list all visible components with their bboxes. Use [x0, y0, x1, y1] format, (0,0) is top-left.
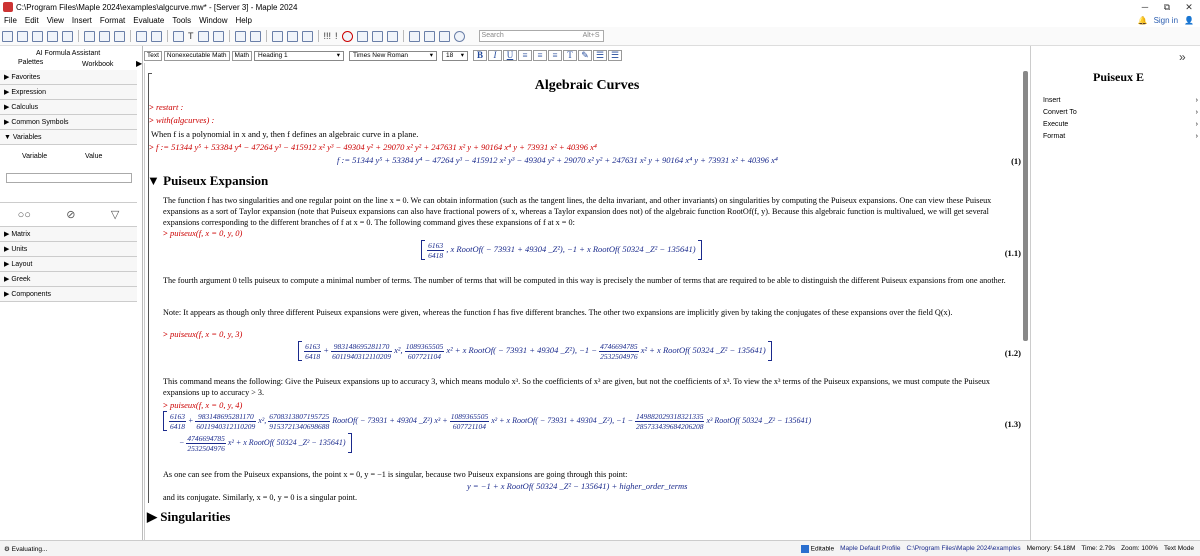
copy-icon[interactable] [99, 31, 110, 42]
brace-left [163, 411, 167, 431]
document-title: Algebraic Curves [534, 78, 640, 93]
undo-icon[interactable] [136, 31, 147, 42]
tab-ai-formula-assistant[interactable]: AI Formula Assistant [36, 50, 101, 57]
fraction: $\frac{4746694785}{2532504976}$ [600, 341, 638, 361]
paragraph-note: Note: It appears as though only three different Puiseux expansions were given, whereas the function f has five different branches. The other two expansions are implicitly given by taking the conjugates of these expansions over the field Q(x). [163, 308, 953, 317]
context-convert-to[interactable] [1043, 109, 1198, 116]
memory-label: Memory: 54.18M [1026, 545, 1076, 552]
tab-workbook[interactable]: Workbook [82, 61, 114, 68]
fraction: $\frac{1089365505}{607721104}$ [450, 411, 489, 431]
paste-icon[interactable] [114, 31, 125, 42]
output-text: x² + x RootOf( 50324 _Z² − 135641) [227, 437, 346, 447]
chevron-down-icon: ▾ [336, 51, 340, 59]
text-color-icon[interactable]: T [563, 50, 577, 61]
menu-evaluate[interactable]: Evaluate [133, 16, 165, 25]
brace-left [298, 341, 302, 361]
collapse-right-icon[interactable]: » [1179, 50, 1186, 64]
chevron-right-icon: › [1195, 97, 1198, 104]
window-title: C:\Program Files\Maple 2024\examples\algcurve.mw* - [Server 3] - Maple 2024 [16, 2, 298, 12]
fraction: $\frac{4746694785}{2532504976}$ [187, 433, 225, 453]
output-text: x² + x RootOf( − 73931 + 49304 _Z²), −1 − [446, 344, 597, 355]
context-execute[interactable] [1043, 121, 1198, 128]
search-placeholder: Search [481, 32, 504, 39]
title-bar [0, 0, 1200, 14]
command-text: restart : [155, 102, 184, 112]
editable-toggle[interactable] [801, 545, 835, 553]
bold-button[interactable]: B [473, 50, 487, 61]
menu-file[interactable]: File [4, 16, 17, 25]
section-heading: Singularities [160, 509, 231, 524]
italic-button[interactable]: I [488, 50, 502, 61]
palette-label: Greek [11, 276, 31, 283]
zoom-out-icon[interactable] [439, 31, 450, 42]
fraction: $\frac{6163}{6418}$ [170, 411, 185, 431]
maple-logo-icon [3, 2, 13, 12]
zoom-in-icon[interactable] [409, 31, 420, 42]
open-icon[interactable] [17, 31, 28, 42]
palette-greek[interactable]: ▶ Greek [0, 272, 137, 287]
toolbar-divider [318, 30, 319, 42]
menu-bar [0, 14, 1200, 27]
palette-favorites[interactable]: ▶ Favorites [0, 70, 137, 85]
numbered-list-icon[interactable]: ☰ [608, 50, 622, 61]
stop-icon[interactable] [342, 31, 353, 42]
output-f: f := 51344 y⁵ + 53384 y⁴ − 47264 y³ − 415912 x² y³ − 49304 y² + 29070 x² y² + 247631 x² y + 90164 x⁴ y + 73931 x² + 40396 x⁴ [337, 155, 778, 165]
new-document-icon[interactable] [2, 31, 13, 42]
style-value: Heading 1 [258, 51, 288, 59]
fraction: $\frac{149882029318321335}{285733439684206208}$ [635, 411, 704, 431]
execute-all-icon[interactable]: !!! [323, 31, 332, 41]
fraction: $\frac{983148695281170}{6011940312110209}$ [332, 341, 392, 361]
toolbar-divider [130, 30, 131, 42]
chevron-right-icon: › [1195, 109, 1198, 116]
filter-icon[interactable]: ▽ [110, 209, 120, 221]
font-value: Times New Roman [353, 51, 409, 59]
output-text: x² + x RootOf( − 73931 + 49304 _Z²), −1 − [491, 415, 633, 425]
brace-right [768, 341, 772, 361]
brace-left [421, 240, 425, 260]
context-insert[interactable] [1043, 97, 1198, 104]
insert-text-icon[interactable]: T [188, 31, 194, 41]
brace-right [348, 433, 352, 453]
back-icon[interactable] [272, 31, 283, 42]
gear-icon[interactable] [387, 31, 398, 42]
context-item-label: Execute [1043, 121, 1069, 128]
chevron-down-icon: ▾ [460, 51, 464, 59]
output-text: RootOf( − 73931 + 49304 _Z²) x³ + [332, 415, 448, 425]
minimize-button[interactable]: ─ [1141, 2, 1149, 12]
command-text: puiseux(f, x = 0, y, 0) [169, 228, 243, 238]
variables-toolbar [0, 203, 137, 227]
hide-icon[interactable]: ⊘ [66, 209, 76, 221]
section-puiseux-expansion[interactable]: ▼ Puiseux Expansion [147, 173, 269, 188]
command-text: with(algcurves) : [155, 115, 215, 125]
align-center-icon[interactable]: ≡ [533, 50, 547, 61]
save-icon[interactable] [32, 31, 43, 42]
palette-calculus[interactable]: ▶ Calculus [0, 100, 137, 115]
equation-label: (1) [1011, 156, 1021, 166]
output-puiseux-0: $\frac{6163}{6418}$ , x RootOf( − 73931 + 49304 _Z²), −1 + x RootOf( 50324 _Z² − 135641) [421, 240, 702, 260]
zoom-icon[interactable] [424, 31, 435, 42]
insert-math-icon[interactable] [173, 31, 184, 42]
input-restart[interactable]: > restart : [149, 102, 184, 112]
palette-matrix[interactable]: ▶ Matrix [0, 227, 137, 242]
chevron-right-icon: › [1195, 121, 1198, 128]
palette-expression[interactable]: ▶ Expression [0, 85, 137, 100]
paragraph-accuracy: This command means the following: Give the Puiseux expansions up to accuracy 3, which means modulo x³. So the coefficients of x² are given, but not the coefficients of x³. To view the x³ terms of the Puiseux expansions, we must compute the Puiseux expansions up to accuracy > 3. [163, 377, 990, 397]
size-select[interactable] [442, 51, 468, 61]
input-with[interactable]: > with(algcurves) : [149, 115, 215, 125]
tab-palettes[interactable]: Palettes [18, 59, 44, 66]
debug-icon[interactable] [357, 31, 368, 42]
main-toolbar [0, 27, 1200, 46]
input-f[interactable]: > f := 51344 y⁵ + 53384 y⁴ − 47264 y³ − 415912 x² y³ − 49304 y² + 29070 x² y² + 247631 x² y + 90164 x⁴ y + 73931 x² + 40396 x⁴ [149, 142, 597, 152]
mode-label: Text Mode [1164, 545, 1194, 552]
palette-label: Matrix [11, 231, 31, 238]
output-puiseux-3: $\frac{6163}{6418}$ + $\frac{983148695281170}{6011940312110209}$ x², $\frac{1089365505}{607721104}$ x² + x RootOf( − 73931 + 49304 _Z²), −1 − $\frac{4746694785}{2532504976}$ x² + x RootOf( 50324 _Z² − 135641) [298, 341, 772, 361]
equation-y: y = −1 + x RootOf( 50324 _Z² − 135641) + higher_order_terms [467, 481, 688, 491]
align-left-icon[interactable]: ≡ [518, 50, 532, 61]
cut-icon[interactable] [84, 31, 95, 42]
highlight-icon[interactable]: ✎ [578, 50, 592, 61]
paragraph-conjugate: and its conjugate. Similarly, x = 0, y = 0 is a singular point. [163, 493, 358, 502]
intro-text: When f is a polynomial in x and y, then f defines an algebraic curve in a plane. [151, 129, 419, 139]
math-mode-button[interactable]: Math [232, 51, 252, 61]
close-button[interactable]: ✕ [1185, 1, 1193, 12]
align-right-icon[interactable]: ≡ [548, 50, 562, 61]
size-value: 18 [446, 51, 454, 59]
search-shortcut: Alt+S [582, 32, 600, 39]
palette-components[interactable]: ▶ Components [0, 287, 137, 302]
menu-window[interactable]: Window [199, 16, 228, 25]
command-text: puiseux(f, x = 0, y, 3) [169, 329, 243, 339]
user-icon[interactable]: 👤 [1184, 16, 1194, 25]
menu-help[interactable]: Help [235, 16, 252, 25]
context-item-label: Format [1043, 133, 1066, 140]
output-puiseux-4-line2: − $\frac{4746694785}{2532504976}$ x² + x RootOf( 50324 _Z² − 135641) [179, 433, 352, 453]
font-select[interactable] [349, 51, 437, 61]
nonexec-math-button[interactable]: Nonexecutable Math [164, 51, 230, 61]
output-text: x RootOf( − 73931 + 49304 _Z²), −1 + x RootOf( 50324 _Z² − 135641) [450, 243, 696, 254]
bullet-list-icon[interactable]: ☰ [593, 50, 607, 61]
toolbar-divider [403, 30, 404, 42]
input-puiseux-4[interactable]: > puiseux(f, x = 0, y, 4) [163, 400, 243, 410]
scrollbar[interactable] [1023, 71, 1028, 341]
output-puiseux-4-line1: $\frac{6163}{6418}$ + $\frac{983148695281170}{6011940312110209}$ x², $\frac{6708313807195725}{9153721340698688}$ RootOf( − 73931 + 49304 _Z²) x³ + $\frac{1089365505}{607721104}$ x² + x RootOf( − 73931 + 49304 _Z²), −1 − $\frac{149882029318321335}{285733439684206208}$ x³ RootOf( 50324 _Z² − 135641) [163, 411, 811, 431]
menu-format[interactable]: Format [99, 16, 126, 25]
execute-icon[interactable]: ! [335, 31, 338, 41]
underline-button[interactable]: U [503, 50, 517, 61]
fraction: $\frac{6163}{6418}$ [428, 240, 444, 260]
redo-icon[interactable] [151, 31, 162, 42]
output-text: x³ RootOf( 50324 _Z² − 135641) [706, 415, 812, 425]
glasses-icon[interactable]: ○○ [17, 208, 31, 221]
palette-common-symbols[interactable]: ▶ Common Symbols [0, 115, 137, 130]
profile-label[interactable]: Maple Default Profile [840, 545, 901, 552]
brace-right [698, 240, 702, 260]
palette-layout[interactable]: ▶ Layout [0, 257, 137, 272]
restore-button[interactable]: ⧉ [1163, 1, 1171, 12]
export-icon[interactable] [62, 31, 73, 42]
outdent-icon[interactable] [250, 31, 261, 42]
restart-icon[interactable] [372, 31, 383, 42]
context-item-label: Insert [1043, 97, 1061, 104]
insert-execution-group-icon[interactable] [198, 31, 209, 42]
context-format[interactable] [1043, 133, 1198, 140]
menu-tools[interactable]: Tools [172, 16, 192, 25]
context-panel-title: Puiseux E [1093, 70, 1145, 84]
style-select[interactable] [254, 51, 344, 61]
status-bar [0, 540, 1200, 556]
checkbox-icon [801, 545, 809, 553]
help-icon[interactable] [454, 31, 465, 42]
palette-label: Units [11, 246, 28, 253]
left-panel-tabs [0, 46, 142, 70]
sign-in-link[interactable]: Sign in [1153, 16, 1179, 25]
paragraph-singular: As one can see from the Puiseux expansions, the point x = 0, y = −1 is singular, because two Puiseux expansions are going through this point: [163, 470, 628, 479]
section-heading: Puiseux Expansion [163, 173, 269, 188]
print-icon[interactable] [47, 31, 58, 42]
fraction: $\frac{983148695281170}{6011940312110209}$ [196, 411, 256, 431]
palette-label: Calculus [11, 104, 39, 111]
toolbar-divider [266, 30, 267, 42]
paragraph-fourth-arg: The fourth argument 0 tells puiseux to compute a minimal number of terms. The number of terms that will be computed in this way is precisely the number of terms that are required to be able to distinguish the different Puiseux expansions from one another. [163, 276, 1006, 285]
palette-label: Layout [11, 261, 33, 268]
time-label: Time: 2.79s [1081, 545, 1116, 552]
palette-label: Expression [11, 89, 46, 96]
palette-variables[interactable]: ▼ Variables [0, 130, 137, 145]
left-panel [0, 46, 143, 540]
collapse-left-icon[interactable]: ▶ [136, 59, 143, 68]
toolbar-divider [167, 30, 168, 42]
status-text: Evaluating... [11, 545, 48, 553]
status-icon: ⚙ [4, 545, 10, 553]
menu-insert[interactable]: Insert [71, 16, 92, 25]
equation-label: (1.1) [1004, 248, 1021, 258]
input-puiseux-0[interactable]: > puiseux(f, x = 0, y, 0) [163, 228, 243, 238]
command-text: puiseux(f, x = 0, y, 4) [169, 400, 243, 410]
equation-label: (1.3) [1004, 419, 1021, 429]
zoom-label: Zoom: 100% [1121, 545, 1158, 552]
forward-icon[interactable] [302, 31, 313, 42]
palette-label: Common Symbols [11, 119, 69, 126]
indent-icon[interactable] [235, 31, 246, 42]
palette-label: Favorites [11, 74, 41, 81]
output-text: x² + x RootOf( 50324 _Z² − 135641) [640, 344, 766, 355]
fraction: $\frac{6708313807195725}{9153721340698688}$ [269, 411, 330, 431]
search-input[interactable] [479, 30, 604, 42]
chevron-down-icon: ▾ [429, 51, 433, 59]
variable-row[interactable] [6, 173, 132, 183]
editable-label: Editable [810, 545, 835, 553]
bell-icon[interactable]: 🔔 [1137, 16, 1148, 25]
palette-label: Variables [12, 134, 42, 141]
context-item-label: Convert To [1043, 109, 1077, 116]
toolbar-divider [229, 30, 230, 42]
input-puiseux-3[interactable]: > puiseux(f, x = 0, y, 3) [163, 329, 243, 339]
section-singularities[interactable]: ▶ Singularities [147, 509, 231, 524]
variable-column-header: Variable [22, 153, 48, 160]
fraction: $\frac{6163}{6418}$ [305, 341, 321, 361]
fraction: $\frac{1089365505}{607721104}$ [405, 341, 444, 361]
home-icon[interactable] [287, 31, 298, 42]
equation-label: (1.2) [1004, 348, 1021, 358]
palette-units[interactable]: ▶ Units [0, 242, 137, 257]
value-column-header: Value [85, 153, 103, 160]
context-bar [144, 49, 1028, 62]
menu-edit[interactable]: Edit [24, 16, 39, 25]
palette-label: Components [11, 291, 52, 298]
context-panel [1030, 46, 1200, 540]
chevron-right-icon: › [1195, 133, 1198, 140]
insert-section-icon[interactable] [213, 31, 224, 42]
document-area[interactable] [144, 63, 1028, 540]
command-text: f := 51344 y⁵ + 53384 y⁴ − 47264 y³ − 415912 x² y³ − 49304 y² + 29070 x² y² + 247631 x² y + 90164 x⁴ y + 73931 x² + 40396 x⁴ [155, 142, 597, 152]
menu-view[interactable]: View [46, 16, 64, 25]
paragraph-intro: The function f has two singularities and one regular point on the line x = 0. We can obtain information (such as the tangent lines, the delta invariant, and other invariants) on singularities by computing the Puiseux expansions. One can view these Puiseux expansions as a sort of Taylor expansion (note that Puiseux expansions can also have fractional powers of x, whereas a Taylor expansion does not) of the algebraic function RootOf(f, y). Because this algebraic function is multivalued, we will get several expansions corresponding to the different branches of f at x = 0. The following command gives these expansions of f at x = 0: [163, 196, 992, 227]
variables-table [0, 145, 137, 203]
toolbar-divider [78, 30, 79, 42]
text-mode-button[interactable]: Text [144, 51, 162, 61]
path-label[interactable]: C:\Program Files\Maple 2024\examples [906, 545, 1021, 552]
